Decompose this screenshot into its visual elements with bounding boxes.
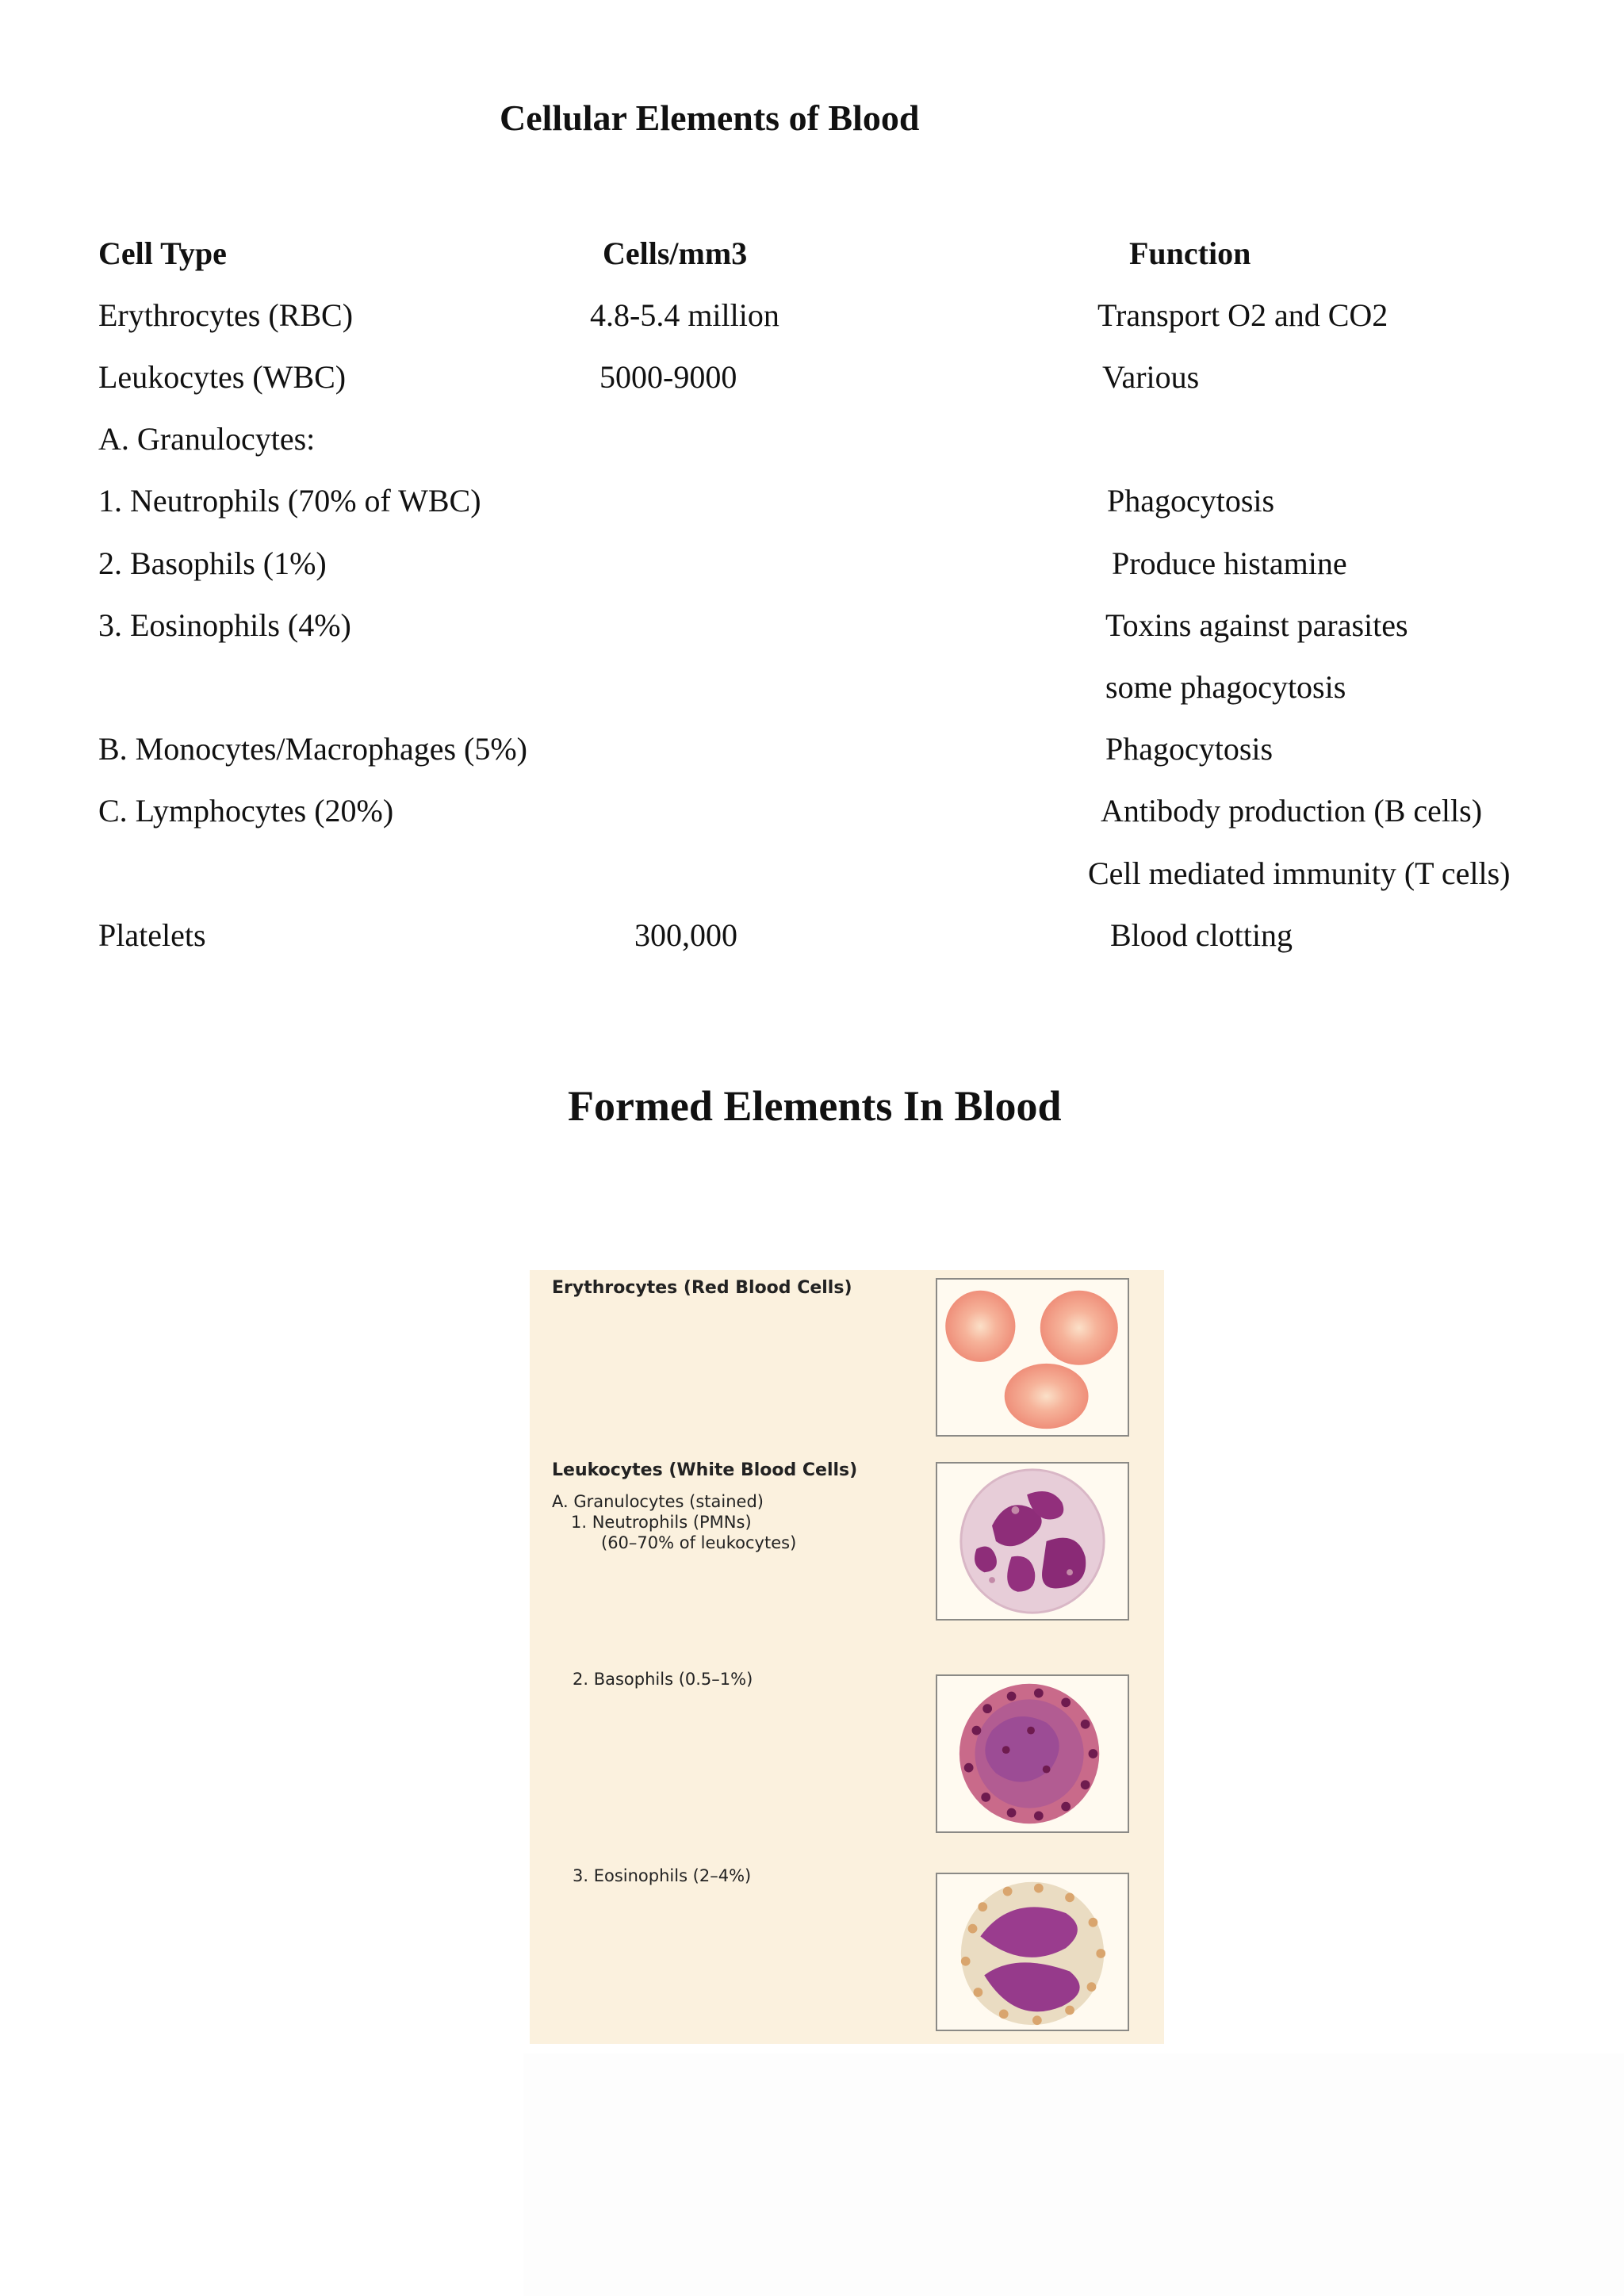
neutrophils-percentage: (60–70% of leukocytes)	[601, 1533, 797, 1552]
table-row-cell: Platelets	[98, 917, 206, 953]
table-row-function: Transport O2 and CO2	[1097, 297, 1388, 333]
table-row-function: Phagocytosis	[1107, 483, 1275, 519]
red-blood-cell	[945, 1291, 1015, 1362]
eosinophil-image	[936, 1873, 1129, 2031]
table-row-cell: C. Lymphocytes (20%)	[98, 793, 394, 828]
erythrocytes-image	[936, 1278, 1129, 1437]
header-cell-type: Cell Type	[98, 235, 227, 271]
page-title: Cellular Elements of Blood	[500, 98, 920, 138]
section-title: Formed Elements In Blood	[568, 1082, 1062, 1130]
table-row-function: Cell mediated immunity (T cells)	[1088, 855, 1511, 891]
basophils-label: 2. Basophils (0.5–1%)	[573, 1670, 753, 1689]
table-row-function: some phagocytosis	[1105, 669, 1346, 705]
neutrophil-illustration	[937, 1464, 1128, 1619]
eosinophil-illustration	[937, 1874, 1128, 2030]
table-row-function: Blood clotting	[1110, 917, 1293, 953]
basophil-illustration	[937, 1676, 1128, 1831]
eosinophils-label: 3. Eosinophils (2–4%)	[573, 1866, 752, 1885]
header-function: Function	[1129, 235, 1251, 271]
red-blood-cells-illustration	[937, 1280, 1128, 1435]
table-row-cell: B. Monocytes/Macrophages (5%)	[98, 731, 527, 767]
blood-cells-figure	[530, 1270, 1164, 2044]
granulocytes-label: A. Granulocytes (stained)	[552, 1492, 764, 1511]
table-row-function: Toxins against parasites	[1105, 607, 1408, 643]
neutrophils-label: 1. Neutrophils (PMNs)	[571, 1513, 752, 1532]
table-row-count: 300,000	[634, 917, 737, 953]
erythrocytes-label: Erythrocytes (Red Blood Cells)	[552, 1278, 852, 1298]
red-blood-cell	[1040, 1291, 1118, 1365]
table-row-function: Antibody production (B cells)	[1101, 793, 1483, 828]
leukocytes-label: Leukocytes (White Blood Cells)	[552, 1460, 858, 1480]
page-background	[523, 2053, 1624, 2296]
table-row-function: Produce histamine	[1112, 545, 1347, 581]
table-row-function: Various	[1102, 359, 1200, 395]
table-row-function: Phagocytosis	[1105, 731, 1274, 767]
table-row-cell: 1. Neutrophils (70% of WBC)	[98, 483, 481, 519]
table-row-cell: Leukocytes (WBC)	[98, 359, 347, 395]
red-blood-cell	[1005, 1364, 1089, 1429]
table-row-cell: 2. Basophils (1%)	[98, 545, 327, 581]
table-row-cell: A. Granulocytes:	[98, 421, 316, 457]
table-row-cell: Erythrocytes (RBC)	[98, 297, 354, 333]
table-row-cell: 3. Eosinophils (4%)	[98, 607, 351, 643]
header-cells-per-mm3: Cells/mm3	[603, 235, 748, 271]
basophil-image	[936, 1674, 1129, 1833]
table-row-count: 5000-9000	[599, 359, 737, 395]
neutrophil-image	[936, 1462, 1129, 1621]
table-row-count: 4.8-5.4 million	[590, 297, 779, 333]
